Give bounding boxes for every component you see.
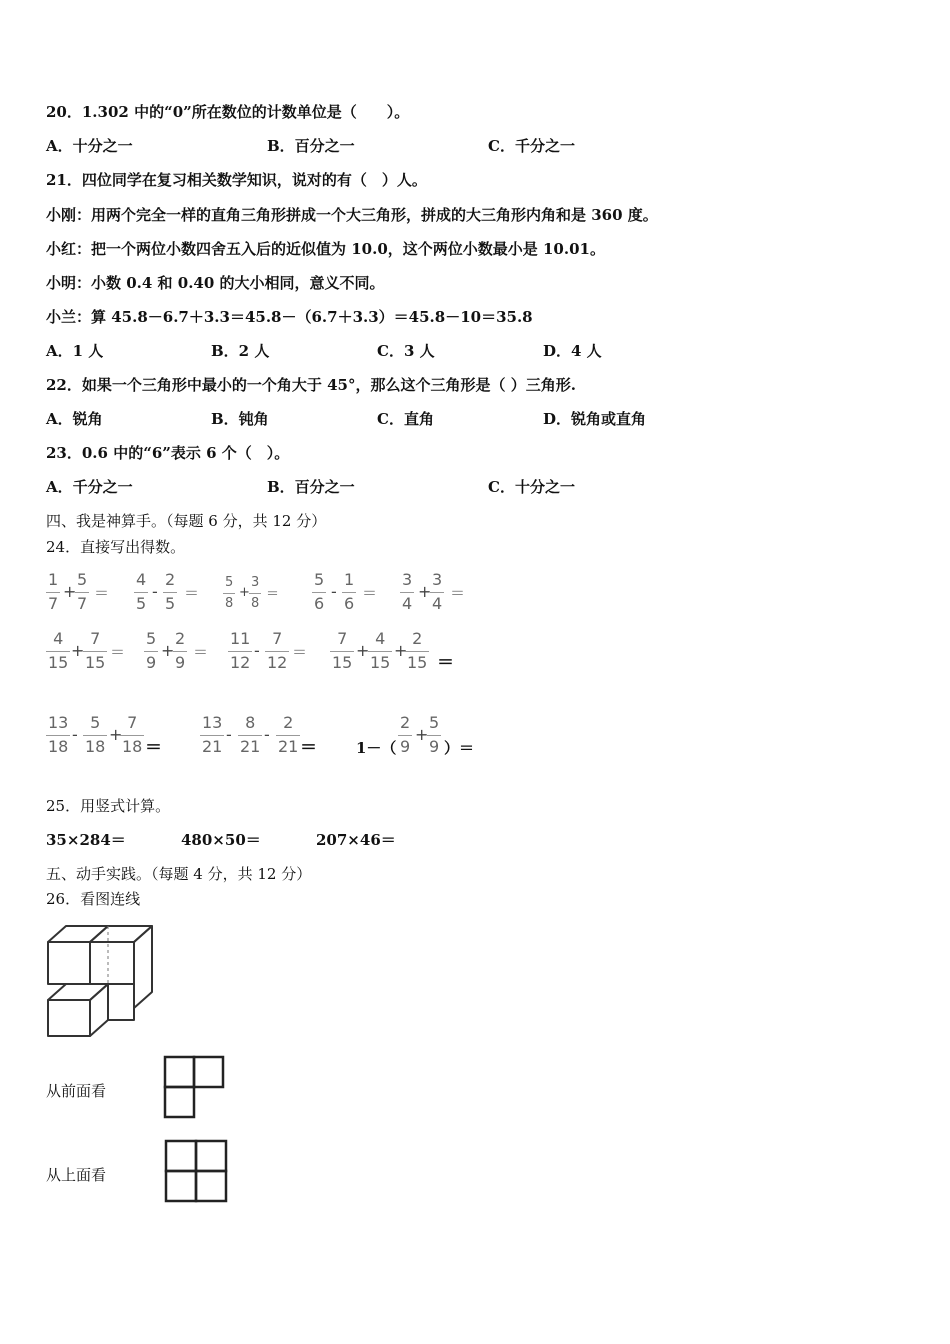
plus-sign: + (418, 582, 432, 601)
fraction: 2 5 (165, 570, 176, 613)
fraction: 2 9 (175, 629, 186, 672)
plus-sign: + (415, 725, 429, 744)
q23-text: 23．0.6 中的“6”表示 6 个（ ）。 (46, 444, 290, 462)
fraction: 3 4 (432, 570, 443, 613)
q22-option-a[interactable]: A．锐角 (46, 410, 103, 428)
fraction: 5 7 (77, 570, 88, 613)
q21-option-b[interactable]: B．2 人 (211, 342, 270, 360)
fraction: 5 18 (85, 713, 106, 756)
plus-sign: + (239, 585, 250, 600)
equals-sign: ＝ (110, 643, 126, 661)
plus-sign: + (161, 641, 175, 660)
fraction: 5 9 (146, 629, 157, 672)
fraction: 4 5 (136, 570, 147, 613)
q25-text: 25．用竖式计算。 (46, 797, 171, 815)
equals-sign: ＝ (437, 653, 454, 673)
plus-sign: + (356, 641, 370, 660)
minus-sign: - (331, 582, 337, 601)
fraction: 4 15 (370, 629, 391, 672)
fraction: 1 7 (48, 570, 59, 613)
view-label-top: 从上面看 (46, 1166, 107, 1184)
equals-sign: ＝ (193, 643, 209, 661)
equals-sign: ＝ (300, 738, 317, 758)
one-minus-paren: 1－（ (356, 739, 397, 757)
q21-statement-xiaolan: 小兰：算 45.8－6.7＋3.3＝45.8－（6.7＋3.3）＝45.8－10＝35.8 (46, 308, 533, 326)
fraction: 13 21 (202, 713, 223, 756)
minus-sign: - (254, 641, 260, 660)
cube-stack-figure (44, 920, 159, 1040)
plus-sign: + (394, 641, 408, 660)
top-view-figure[interactable] (163, 1137, 229, 1205)
equals-sign: ＝ (292, 643, 308, 661)
minus-sign: - (226, 725, 232, 744)
fraction: 1 6 (344, 570, 355, 613)
fraction: 5 6 (314, 570, 325, 613)
q25-item-2: 480×50＝ (181, 831, 261, 849)
fraction: 2 21 (278, 713, 299, 756)
q22-text: 22．如果一个三角形中最小的一个角大于 45°，那么这个三角形是（ ）三角形. (46, 376, 576, 394)
fraction: 3 8 (251, 575, 260, 611)
q21-text: 21．四位同学在复习相关数学知识，说对的有（ ）人。 (46, 171, 427, 189)
fraction: 3 4 (402, 570, 413, 613)
q21-option-a[interactable]: A．1 人 (46, 342, 104, 360)
minus-sign: - (72, 725, 78, 744)
q22-option-d[interactable]: D．锐角或直角 (543, 410, 647, 428)
fraction: 5 8 (225, 575, 234, 611)
q23-option-b[interactable]: B．百分之一 (267, 478, 355, 496)
q22-option-b[interactable]: B．钝角 (211, 410, 269, 428)
fraction: 7 15 (332, 629, 353, 672)
front-view-figure[interactable] (162, 1053, 226, 1121)
view-label-front: 从前面看 (46, 1082, 107, 1100)
fraction: 13 18 (48, 713, 69, 756)
q20-text: 20．1.302 中的“0”所在数位的计数单位是（ ）。 (46, 103, 410, 121)
equals-sign: ＝ (145, 738, 162, 758)
section5-title: 五、动手实践。（每题 4 分，共 12 分） (46, 865, 312, 883)
fraction: 11 12 (230, 629, 251, 672)
fraction: 7 12 (267, 629, 288, 672)
equals-sign: ＝ (266, 587, 280, 602)
q21-option-c[interactable]: C．3 人 (377, 342, 435, 360)
equals-sign: ＝ (184, 584, 200, 602)
q24-text: 24．直接写出得数。 (46, 538, 186, 556)
q21-statement-xiaoming: 小明：小数 0.4 和 0.40 的大小相同，意义不同。 (46, 274, 385, 292)
fraction: 8 21 (240, 713, 261, 756)
fraction: 2 9 (400, 713, 411, 756)
minus-sign: - (264, 725, 270, 744)
fraction: 5 9 (429, 713, 440, 756)
section4-title: 四、我是神算手。（每题 6 分，共 12 分） (46, 512, 327, 530)
q20-option-b[interactable]: B．百分之一 (267, 137, 355, 155)
q25-item-1: 35×284＝ (46, 831, 126, 849)
fraction: 4 15 (48, 629, 69, 672)
fraction: 2 15 (407, 629, 428, 672)
q21-statement-xiaohong: 小红：把一个两位小数四舍五入后的近似值为 10.0，这个两位小数最小是 10.01。 (46, 240, 605, 258)
q23-option-a[interactable]: A．千分之一 (46, 478, 133, 496)
q21-statement-xiaogang: 小刚：用两个完全一样的直角三角形拼成一个大三角形，拼成的大三角形内角和是 360 度。 (46, 206, 658, 224)
q25-item-3: 207×46＝ (316, 831, 396, 849)
q22-option-c[interactable]: C．直角 (377, 410, 434, 428)
q23-option-c[interactable]: C．十分之一 (488, 478, 575, 496)
close-paren-equals: ）＝ (444, 739, 475, 757)
plus-sign: + (71, 641, 85, 660)
fraction: 7 15 (85, 629, 106, 672)
q21-option-d[interactable]: D．4 人 (543, 342, 602, 360)
equals-sign: ＝ (362, 584, 378, 602)
fraction: 7 18 (122, 713, 143, 756)
minus-sign: - (152, 582, 158, 601)
equals-sign: ＝ (94, 584, 110, 602)
q26-text: 26．看图连线 (46, 890, 141, 908)
plus-sign: + (63, 582, 77, 601)
equals-sign: ＝ (450, 584, 466, 602)
q20-option-a[interactable]: A．十分之一 (46, 137, 133, 155)
plus-sign: + (109, 725, 123, 744)
q20-option-c[interactable]: C．千分之一 (488, 137, 575, 155)
